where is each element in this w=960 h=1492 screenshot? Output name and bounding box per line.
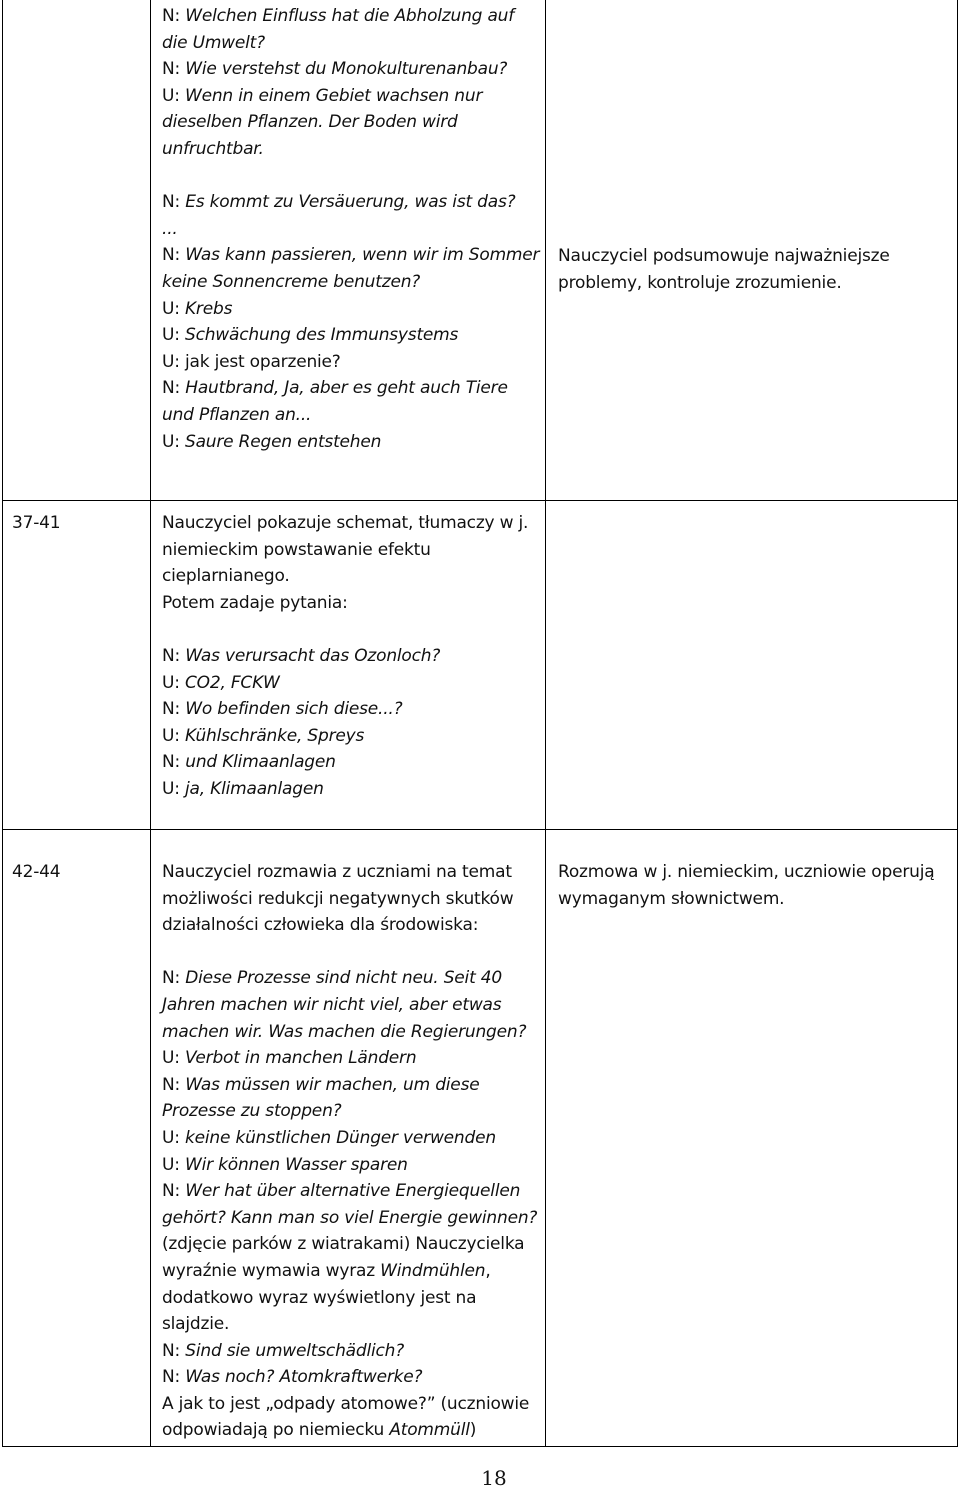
text-line [558,886,934,913]
text-line [162,965,537,992]
text-line [162,1125,537,1152]
plain-text: problemy, kontroluje zrozumienie. [558,272,842,293]
italic-text: Was kann passieren, wenn wir im Sommer [185,245,540,266]
plain-text: N: [162,1340,186,1361]
table-column-divider-1 [150,0,151,1447]
plain-text: N: [162,1367,186,1388]
plain-text: cieplarnianego. [162,566,290,587]
text-line [162,1178,537,1205]
text-line [162,429,539,456]
text-line [162,56,539,83]
text-line [558,270,890,297]
table-right-border [957,0,958,1447]
text-line [162,1417,537,1444]
plain-text: N: [162,1181,186,1202]
plain-text: N: [162,192,186,213]
text-line [162,269,539,296]
text-line [162,109,539,136]
plain-text: U: [162,1048,185,1069]
text-line [162,723,528,750]
plain-text: (zdjęcie parków z wiatrakami) Nauczycielka [162,1234,525,1255]
italic-text: unfruchtbar. [162,138,264,159]
italic-text: Wenn in einem Gebiet wachsen nur [184,85,483,106]
italic-text: Wer hat über alternative Energiequellen [185,1181,521,1202]
italic-text: Sind sie umweltschädlich? [185,1340,405,1361]
italic-text: ... [162,218,178,239]
italic-text: Diese Prozesse sind nicht neu. Seit 40 [185,968,502,989]
text-line [162,696,528,723]
plain-text: wymaganym słownictwem. [558,888,785,909]
row-bottom-time-cell [12,859,60,886]
plain-text: slajdzie. [162,1314,230,1335]
italic-text: Was müssen wir machen, um diese [185,1074,480,1095]
italic-text: Atommüll [389,1420,470,1441]
italic-text: Welchen Einfluss hat die Abholzung auf [185,6,515,26]
italic-text: Prozesse zu stoppen? [162,1101,342,1122]
text-line [162,1045,537,1072]
italic-text: Saure Regen entstehen [184,431,382,452]
table-left-border [2,0,3,1447]
italic-text: die Umwelt? [162,32,265,53]
plain-text: , [485,1260,491,1281]
row-time: 37-41 [12,513,61,533]
text-line [162,537,528,564]
italic-text: Wie verstehst du Monokulturenanbau? [185,59,508,80]
table-row-divider-1 [2,500,958,501]
italic-text: Schwächung des Immunsystems [184,325,459,346]
italic-text: machen wir. Was machen die Regierungen? [162,1021,527,1042]
row-time: 42-44 [12,862,61,882]
text-line [162,296,539,323]
page-number: 18 [481,1466,507,1490]
plain-text: N: [162,245,186,266]
plain-text: N: [162,378,186,399]
italic-text: dieselben Pflanzen. Der Boden wird [162,112,458,133]
blank-line [162,163,539,190]
text-line [162,1072,537,1099]
text-line [162,242,539,269]
text-line [162,136,539,163]
text-line [162,643,528,670]
plain-text: Rozmowa w j. niemieckim, uczniowie operują [558,862,935,882]
plain-text: U: [162,672,185,693]
text-line [162,189,539,216]
table-column-divider-2 [545,0,546,1447]
blank-line [162,616,528,643]
text-line [162,1231,537,1258]
text-line [162,1152,537,1179]
text-line [162,375,539,402]
italic-text: und Pflanzen an... [162,404,312,425]
italic-text: und Klimaanlagen [185,752,336,773]
plain-text: Potem zadaje pytania: [162,592,348,613]
plain-text: działalności człowieka dla środowiska: [162,915,479,936]
plain-text: możliwości redukcji negatywnych skutków [162,888,514,909]
text-line [162,1098,537,1125]
plain-text: N: [162,699,186,720]
text-line [162,992,537,1019]
text-line [162,886,537,913]
italic-text: gehört? Kann man so viel Energie gewinnen? [162,1207,538,1228]
text-line [162,3,539,30]
text-line [162,1391,537,1418]
plain-text: Nauczyciel podsumowuje najważniejsze [558,246,890,266]
italic-text: Was verursacht das Ozonloch? [185,645,441,666]
plain-text: U: [162,298,185,319]
text-line [162,776,528,803]
plain-text: N: [162,1074,186,1095]
row-top-description-cell [162,3,539,455]
italic-text: Windmühlen [380,1260,486,1281]
plain-text: U: jak jest oparzenie? [162,351,341,372]
blank-line [162,939,537,966]
plain-text: U: [162,85,185,106]
plain-text: N: [162,968,186,989]
plain-text: U: [162,1154,185,1175]
plain-text: Nauczyciel pokazuje schemat, tłumaczy w j. [162,513,529,533]
text-line [162,1258,537,1285]
plain-text: U: [162,725,185,746]
italic-text: ja, Klimaanlagen [184,778,324,799]
text-line [558,859,934,886]
text-line [558,243,890,270]
italic-text: Verbot in manchen Ländern [184,1048,417,1069]
plain-text: dodatkowo wyraz wyświetlony jest na [162,1287,477,1308]
plain-text: wyraźnie wymawia wyraz [162,1260,381,1281]
text-line [162,670,528,697]
italic-text: Was noch? Atomkraftwerke? [185,1367,423,1388]
text-line [162,859,537,886]
plain-text: U: [162,1127,185,1148]
plain-text: U: [162,325,185,346]
plain-text: U: [162,431,185,452]
text-line [162,510,528,537]
text-line [162,83,539,110]
row-middle-description-cell [162,510,528,803]
plain-text: ) [469,1420,477,1441]
plain-text: N: [162,645,186,666]
plain-text: N: [162,6,186,26]
text-line [162,322,539,349]
italic-text: Krebs [184,298,233,319]
text-line [162,1205,537,1232]
row-middle-time-cell [12,510,60,537]
italic-text: CO2, FCKW [184,672,280,693]
text-line [162,1019,537,1046]
text-line [162,30,539,57]
plain-text: N: [162,752,186,773]
table-row-divider-2 [2,829,958,830]
text-line [162,402,539,429]
italic-text: Wo befinden sich diese...? [185,699,403,720]
row-bottom-comment-cell [558,859,934,912]
plain-text: niemieckim powstawanie efektu [162,539,431,560]
italic-text: Hautbrand, Ja, aber es geht auch Tiere [185,378,508,399]
text-line [162,1364,537,1391]
text-line [162,1311,537,1338]
italic-text: Es kommt zu Versäuerung, was ist das? [185,192,516,213]
text-line [162,590,528,617]
italic-text: Kühlschränke, Spreys [184,725,365,746]
plain-text: U: [162,778,185,799]
italic-text: keine Sonnencreme benutzen? [162,271,421,292]
plain-text: A jak to jest „odpady atomowe?” (uczniowie [162,1393,530,1414]
text-line [162,749,528,776]
text-line [162,216,539,243]
italic-text: keine künstlichen Dünger verwenden [184,1127,496,1148]
text-line [162,1285,537,1312]
italic-text: Jahren machen wir nicht viel, aber etwas [162,994,502,1015]
text-line [162,563,528,590]
row-top-comment-cell [558,243,890,296]
text-line [162,349,539,376]
table-bottom-border [2,1446,958,1447]
italic-text: Wir können Wasser sparen [184,1154,408,1175]
row-bottom-description-cell [162,859,537,1444]
plain-text: Nauczyciel rozmawia z uczniami na temat [162,862,512,882]
text-line [162,1338,537,1365]
text-line [162,912,537,939]
plain-text: odpowiadają po niemiecku [162,1420,390,1441]
plain-text: N: [162,59,186,80]
